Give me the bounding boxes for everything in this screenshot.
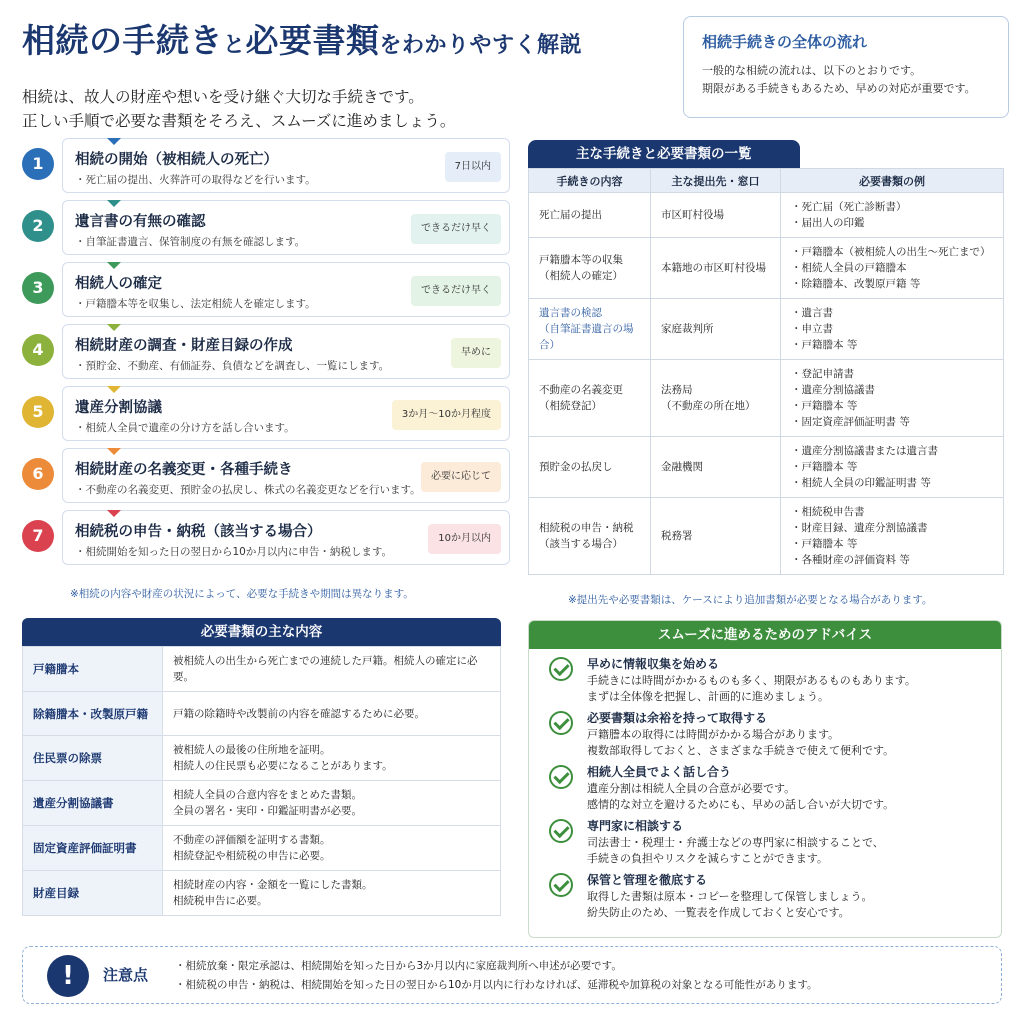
overall-flow-line-1: 一般的な相続の流れは、以下のとおりです。: [702, 64, 922, 77]
document-name-cell: 遺産分割協議書: [23, 781, 163, 826]
procedure-name-cell: 不動産の名義変更 （相続登記）: [529, 360, 651, 437]
step-description: ・相続開始を知った日の翌日から10か月以内に申告・納税します。: [75, 546, 393, 558]
procedure-office-cell: 本籍地の市区町村役場: [651, 238, 781, 299]
step-deadline-badge: 10か月以内: [428, 524, 501, 554]
step-description: ・死亡届の提出、火葬許可の取得などを行います。: [75, 174, 316, 186]
procedure-office-cell: 税務署: [651, 498, 781, 575]
overall-flow-text: [702, 62, 990, 98]
procedure-name-cell: 遺言書の検認 （自筆証書遺言の場合）: [529, 299, 651, 360]
step-description: ・不動産の名義変更、預貯金の払戻し、株式の名義変更などを行います。: [75, 484, 421, 496]
step-title: 遺産分割協議: [75, 400, 162, 416]
table-row: [23, 871, 501, 916]
advice-tip: [543, 763, 987, 813]
document-desc-cell: 不動産の評価額を証明する書類。 相続登記や相続税の申告に必要。: [163, 826, 501, 871]
advice-tip-line: 紛失防止のため、一覧表を作成しておくと安心です。: [587, 906, 850, 919]
steps-note: ※相続の内容や財産の状況によって、必要な手続きや期間は異なります。: [70, 588, 414, 600]
procedure-name-cell: 相続税の申告・納税 （該当する場合）: [529, 498, 651, 575]
advice-tip-line: 取得した書類は原本・コピーを整理して保管しましょう。: [587, 890, 873, 903]
title-part-documents: 必要書類: [245, 21, 380, 60]
step-deadline-badge: 必要に応じて: [421, 462, 501, 492]
advice-tip-line: 戸籍謄本の取得には時間がかかる場合があります。: [587, 728, 840, 741]
advice-tip-line: 遺産分割は相続人全員の合意が必要です。: [587, 782, 796, 795]
procedures-title: 主な手続きと必要書類の一覧: [528, 140, 800, 168]
step-description: ・自筆証書遺言、保管制度の有無を確認します。: [75, 236, 306, 248]
advice-tip-line: 感情的な対立を避けるためにも、早めの話し合いが大切です。: [587, 798, 895, 811]
table-row: [23, 826, 501, 871]
column-header: 必要書類の例: [781, 169, 1004, 193]
advice-tip: [543, 817, 987, 867]
step-card: [62, 138, 510, 193]
document-desc-cell: 被相続人の出生から死亡までの連続した戸籍。相続人の確定に必要。: [163, 647, 501, 692]
document-desc-cell: 相続財産の内容・金額を一覧にした書類。 相続税申告に必要。: [163, 871, 501, 916]
title-part-and: と: [223, 33, 246, 58]
step-card: [62, 386, 510, 441]
exclamation-icon: !: [47, 955, 89, 997]
step-title: 相続人の確定: [75, 276, 162, 292]
subtitle-line-2: 正しい手順で必要な書類をそろえ、スムーズに進めましょう。: [22, 112, 456, 130]
check-circle-icon: [549, 873, 573, 897]
column-header: 手続きの内容: [529, 169, 651, 193]
step-number: 4: [22, 334, 54, 366]
step-number: 1: [22, 148, 54, 180]
overall-flow-title: 相続手続きの全体の流れ: [702, 33, 868, 51]
caution-line-2: ・相続税の申告・納税は、相続開始を知った日の翌日から10か月以内に行わなければ、延滞税や加算税の対象となる可能性があります。: [175, 979, 818, 991]
step-number: 5: [22, 396, 54, 428]
procedure-docs-cell: ・遺産分割協議書または遺言書 ・戸籍謄本 等 ・相続人全員の印鑑証明書 等: [781, 437, 1004, 498]
step-card: [62, 510, 510, 565]
step-deadline-badge: 7日以内: [445, 152, 501, 182]
procedures-note: ※提出先や必要書類は、ケースにより追加書類が必要となる場合があります。: [568, 594, 933, 606]
overall-flow-box: [683, 16, 1009, 118]
caution-title: 注意点: [103, 966, 149, 984]
check-circle-icon: [549, 711, 573, 735]
advice-tip-title: 早めに情報収集を始める: [587, 657, 720, 671]
procedure-docs-cell: ・戸籍謄本（被相続人の出生〜死亡まで） ・相続人全員の戸籍謄本 ・除籍謄本、改製原戸籍 等: [781, 238, 1004, 299]
advice-tip-line: まずは全体像を把握し、計画的に進めましょう。: [587, 690, 829, 703]
document-name-cell: 財産目録: [23, 871, 163, 916]
procedure-name-cell: 戸籍謄本等の収集 （相続人の確定）: [529, 238, 651, 299]
advice-tip-line: 手続きの負担やリスクを減らすことができます。: [587, 852, 828, 865]
table-row: [23, 647, 501, 692]
subtitle: [22, 85, 672, 133]
step-title: 相続財産の調査・財産目録の作成: [75, 338, 293, 354]
procedure-office-cell: 市区町村役場: [651, 193, 781, 238]
table-row: [529, 299, 1004, 360]
document-desc-cell: 被相続人の最後の住所地を証明。 相続人の住民票も必要になることがあります。: [163, 736, 501, 781]
step-3: [20, 262, 510, 317]
overall-flow-line-2: 期限がある手続きもあるため、早めの対応が重要です。: [702, 82, 976, 95]
check-circle-icon: [549, 657, 573, 681]
step-number: 6: [22, 458, 54, 490]
document-name-cell: 固定資産評価証明書: [23, 826, 163, 871]
caution-line-1: ・相続放棄・限定承認は、相続開始を知った日から3か月以内に家庭裁判所へ申述が必要です。: [175, 960, 622, 972]
title-part-explain: をわかりやすく解説: [379, 33, 583, 58]
document-desc-cell: 相続人全員の合意内容をまとめた書類。 全員の署名・実印・印鑑証明書が必要。: [163, 781, 501, 826]
step-7: [20, 510, 510, 565]
table-row: [529, 360, 1004, 437]
documents-section: [22, 618, 501, 916]
step-number: 7: [22, 520, 54, 552]
advice-tip-title: 専門家に相談する: [587, 819, 684, 833]
document-desc-cell: 戸籍の除籍時や改製前の内容を確認するために必要。: [163, 692, 501, 736]
step-5: [20, 386, 510, 441]
procedure-office-cell: 金融機関: [651, 437, 781, 498]
table-row: [23, 692, 501, 736]
step-1: [20, 138, 510, 193]
advice-tip-title: 相続人全員でよく話し合う: [587, 765, 732, 779]
table-header-row: [529, 169, 1004, 193]
step-title: 相続財産の名義変更・各種手続き: [75, 462, 293, 478]
step-card: [62, 200, 510, 255]
advice-list: [529, 649, 1001, 931]
step-deadline-badge: 3か月〜10か月程度: [392, 400, 501, 430]
step-description: ・預貯金、不動産、有価証券、負債などを調査し、一覧にします。: [75, 360, 390, 372]
table-row: [529, 193, 1004, 238]
advice-tip-line: 複数部取得しておくと、さまざまな手続きで使えて便利です。: [587, 744, 895, 757]
procedure-name-cell: 死亡届の提出: [529, 193, 651, 238]
table-row: [23, 781, 501, 826]
step-number: 3: [22, 272, 54, 304]
document-name-cell: 除籍謄本・改製原戸籍: [23, 692, 163, 736]
document-name-cell: 戸籍謄本: [23, 647, 163, 692]
step-card: [62, 448, 510, 503]
advice-tip-line: 司法書士・税理士・弁護士などの専門家に相談することで、: [587, 836, 884, 849]
procedure-steps: [20, 138, 510, 572]
step-deadline-badge: できるだけ早く: [411, 214, 501, 244]
procedure-docs-cell: ・相続税申告書 ・財産目録、遺産分割協議書 ・戸籍謄本 等 ・各種財産の評価資料 等: [781, 498, 1004, 575]
procedure-name-cell: 預貯金の払戻し: [529, 437, 651, 498]
documents-title: 必要書類の主な内容: [22, 618, 501, 646]
step-description: ・相続人全員で遺産の分け方を話し合います。: [75, 422, 295, 434]
procedure-office-cell: 家庭裁判所: [651, 299, 781, 360]
advice-tip-title: 必要書類は余裕を持って取得する: [587, 711, 768, 725]
header: [22, 18, 672, 133]
procedure-office-cell: 法務局 （不動産の所在地）: [651, 360, 781, 437]
table-row: [529, 238, 1004, 299]
procedures-section: [528, 140, 1003, 575]
step-deadline-badge: できるだけ早く: [411, 276, 501, 306]
column-header: 主な提出先・窓口: [651, 169, 781, 193]
step-title: 遺言書の有無の確認: [75, 214, 206, 230]
subtitle-line-1: 相続は、故人の財産や想いを受け継ぐ大切な手続きです。: [22, 88, 424, 106]
advice-tip-line: 手続きには時間がかかるものも多く、期限があるものもあります。: [587, 674, 916, 687]
table-row: [23, 736, 501, 781]
table-row: [529, 437, 1004, 498]
step-description: ・戸籍謄本等を収集し、法定相続人を確定します。: [75, 298, 316, 310]
page-title: [22, 18, 672, 69]
step-number: 2: [22, 210, 54, 242]
advice-tip: [543, 655, 987, 705]
step-title: 相続の開始（被相続人の死亡）: [75, 152, 278, 168]
step-deadline-badge: 早めに: [451, 338, 501, 368]
step-4: [20, 324, 510, 379]
step-6: [20, 448, 510, 503]
procedure-docs-cell: ・遺言書 ・申立書 ・戸籍謄本 等: [781, 299, 1004, 360]
procedure-docs-cell: ・登記申請書 ・遺産分割協議書 ・戸籍謄本 等 ・固定資産評価証明書 等: [781, 360, 1004, 437]
table-row: [529, 498, 1004, 575]
procedure-docs-cell: ・死亡届（死亡診断書） ・届出人の印鑑: [781, 193, 1004, 238]
step-card: [62, 324, 510, 379]
caution-text: [175, 957, 818, 995]
procedures-table: [528, 168, 1004, 575]
check-circle-icon: [549, 819, 573, 843]
advice-title: スムーズに進めるためのアドバイス: [529, 621, 1001, 649]
advice-tip: [543, 871, 987, 921]
step-card: [62, 262, 510, 317]
advice-tip-title: 保管と管理を徹底する: [587, 873, 708, 887]
step-title: 相続税の申告・納税（該当する場合）: [75, 524, 322, 540]
advice-tip: [543, 709, 987, 759]
caution-box: [22, 946, 1002, 1004]
document-name-cell: 住民票の除票: [23, 736, 163, 781]
step-2: [20, 200, 510, 255]
title-part-procedures: 相続の手続き: [22, 21, 223, 60]
check-circle-icon: [549, 765, 573, 789]
advice-section: [528, 620, 1002, 938]
documents-table: [22, 646, 501, 916]
